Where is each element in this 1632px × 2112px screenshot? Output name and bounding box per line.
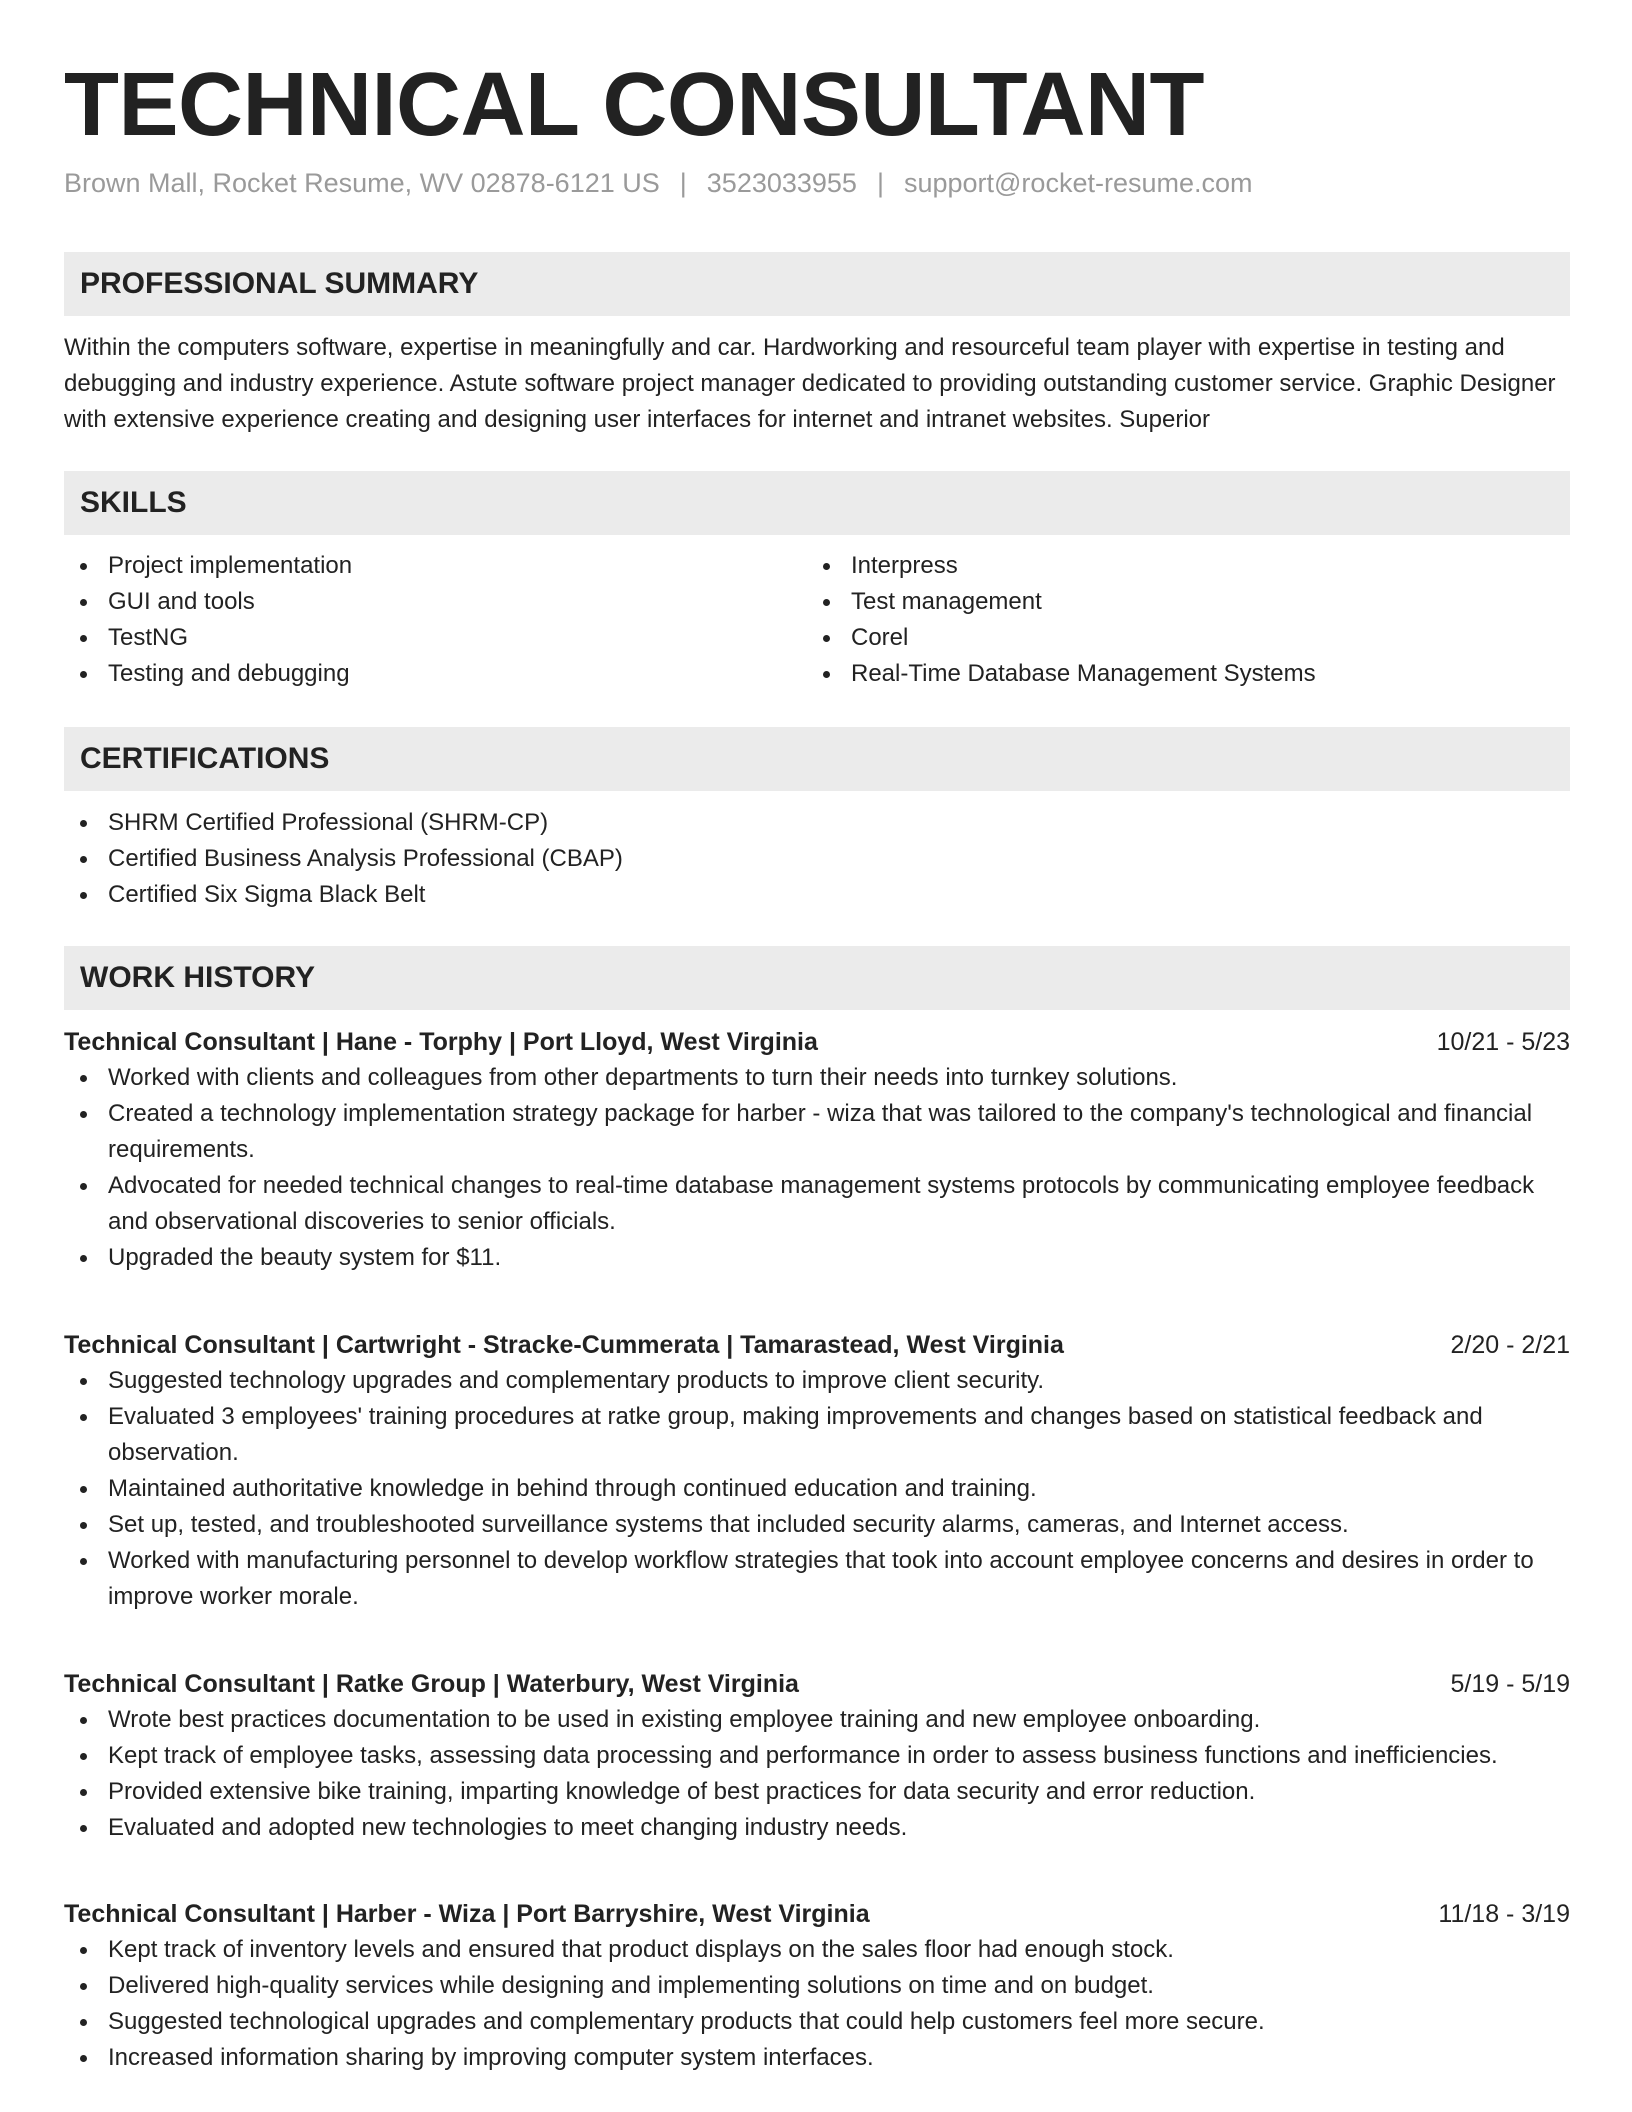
job-bullets [64,1363,1570,1615]
job-bullet: Set up, tested, and troubleshooted surveillance systems that included security alarms, cameras, and Internet access. [64,1507,1570,1543]
certification-item: Certified Business Analysis Professional (CBAP) [64,841,1570,877]
skill-item: Project implementation [64,548,807,584]
job-bullet: Created a technology implementation strategy package for harber - wiza that was tailored to the company's technological and financial requirements. [64,1096,1570,1168]
job-bullet: Worked with manufacturing personnel to develop workflow strategies that took into account employee concerns and desires in order to improve worker morale. [64,1543,1570,1615]
job-bullet: Evaluated 3 employees' training procedures at ratke group, making improvements and changes based on statistical feedback and observation. [64,1399,1570,1471]
job-entry [64,1666,1570,1846]
job-title: Technical Consultant | Harber - Wiza | Port Barryshire, West Virginia [64,1900,870,1928]
job-bullet: Provided extensive bike training, imparting knowledge of best practices for data security and error reduction. [64,1774,1570,1810]
job-title: Technical Consultant | Ratke Group | Waterbury, West Virginia [64,1670,799,1698]
job-dates: 2/20 - 2/21 [1450,1331,1570,1359]
certification-item: SHRM Certified Professional (SHRM-CP) [64,805,1570,841]
contact-address: Brown Mall, Rocket Resume, WV 02878-6121 US [64,168,660,198]
job-bullet: Worked with clients and colleagues from other departments to turn their needs into turnkey solutions. [64,1060,1570,1096]
skill-item: Real-Time Database Management Systems [807,656,1550,692]
skill-item: TestNG [64,620,807,656]
job-entry [64,1024,1570,1276]
job-bullet: Kept track of inventory levels and ensured that product displays on the sales floor had enough stock. [64,1932,1570,1968]
job-bullets [64,1060,1570,1276]
job-bullet: Suggested technological upgrades and complementary products that could help customers feel more secure. [64,2004,1570,2040]
summary-text: Within the computers software, expertise in meaningfully and car. Hardworking and resourceful team player with expertise in testing and debugging and industry experience. Astute software project manager dedicated to providing outstanding customer service. Graphic Designer with extensive experience creating and designing user interfaces for internet and intranet websites. Superior [64,334,1556,433]
job-entry [64,1896,1570,2076]
skills-list [64,548,1570,692]
job-dates: 5/19 - 5/19 [1450,1670,1570,1698]
job-bullet: Evaluated and adopted new technologies to meet changing industry needs. [64,1810,1570,1846]
job-bullet: Suggested technology upgrades and complementary products to improve client security. [64,1363,1570,1399]
job-bullet: Maintained authoritative knowledge in behind through continued education and training. [64,1471,1570,1507]
contact-line [64,162,1253,204]
job-bullet: Advocated for needed technical changes to real-time database management systems protocols by communicating employee feedback and observational discoveries to senior officials. [64,1168,1570,1240]
skills-column-right [807,548,1550,692]
skill-item: GUI and tools [64,584,807,620]
job-entry [64,1327,1570,1615]
job-bullets [64,1932,1570,2076]
job-bullet: Increased information sharing by improving computer system interfaces. [64,2040,1570,2076]
skill-item: Interpress [807,548,1550,584]
job-bullets [64,1702,1570,1846]
contact-separator: | [876,168,884,198]
job-dates: 10/21 - 5/23 [1436,1028,1570,1056]
skill-item: Testing and debugging [64,656,807,692]
contact-phone: 3523033955 [706,168,857,198]
skills-column-left [64,548,807,692]
section-heading-certifications: CERTIFICATIONS [64,727,1570,791]
skill-item: Corel [807,620,1550,656]
contact-email: support@rocket-resume.com [903,168,1253,198]
section-heading-skills: SKILLS [64,471,1570,535]
job-title: Technical Consultant | Cartwright - Stracke-Cummerata | Tamarastead, West Virginia [64,1331,1064,1359]
summary-section [64,330,1570,438]
job-bullet: Kept track of employee tasks, assessing data processing and performance in order to assess business functions and inefficiencies. [64,1738,1570,1774]
candidate-title: TECHNICAL CONSULTANT [64,55,1204,155]
job-bullet: Upgraded the beauty system for $11. [64,1240,1570,1276]
section-heading-summary: PROFESSIONAL SUMMARY [64,252,1570,316]
certification-item: Certified Six Sigma Black Belt [64,877,1570,913]
section-heading-work-history: WORK HISTORY [64,946,1570,1010]
job-bullet: Delivered high-quality services while designing and implementing solutions on time and on budget. [64,1968,1570,2004]
job-dates: 11/18 - 3/19 [1438,1900,1570,1928]
job-title: Technical Consultant | Hane - Torphy | Port Lloyd, West Virginia [64,1028,818,1056]
job-bullet: Wrote best practices documentation to be used in existing employee training and new employee onboarding. [64,1702,1570,1738]
certifications-list [64,805,1570,913]
skill-item: Test management [807,584,1550,620]
contact-separator: | [679,168,687,198]
